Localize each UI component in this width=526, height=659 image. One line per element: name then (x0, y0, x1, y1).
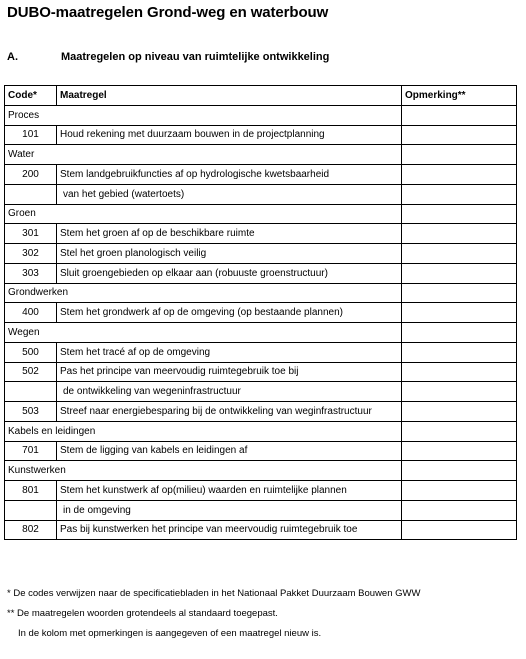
code-cell: 802 (5, 520, 57, 540)
footnote-measures: ** De maatregelen woorden grotendeels al standaard toegepast. (7, 608, 278, 619)
remark-cell (402, 520, 517, 540)
remark-cell (402, 165, 517, 185)
measure-cell: Stem het tracé af op de omgeving (57, 342, 402, 362)
remark-cell (402, 125, 517, 145)
document-title: DUBO-maatregelen Grond-weg en waterbouw (7, 4, 329, 21)
remark-cell (402, 323, 517, 343)
table-row (5, 303, 517, 323)
group-label: Water (5, 145, 402, 165)
measure-cell: de ontwikkeling van wegeninfrastructuur (57, 382, 402, 402)
code-cell: 200 (5, 165, 57, 185)
code-cell (5, 500, 57, 520)
remark-cell (402, 283, 517, 303)
section-letter: A. (7, 51, 18, 63)
remark-cell (402, 421, 517, 441)
group-row (5, 283, 517, 303)
measure-cell: van het gebied (watertoets) (57, 184, 402, 204)
header-remark: Opmerking** (402, 86, 517, 106)
table-row (5, 441, 517, 461)
code-cell: 701 (5, 441, 57, 461)
table-row (5, 520, 517, 540)
remark-cell (402, 362, 517, 382)
group-row (5, 105, 517, 125)
group-row (5, 421, 517, 441)
remark-cell (402, 461, 517, 481)
remark-cell (402, 244, 517, 264)
code-cell: 303 (5, 263, 57, 283)
code-cell: 503 (5, 402, 57, 422)
group-row (5, 461, 517, 481)
group-row (5, 204, 517, 224)
remark-cell (402, 303, 517, 323)
footnote-remarks: In de kolom met opmerkingen is aangegeven of een maatregel nieuw is. (18, 628, 322, 639)
measure-cell: Sluit groengebieden op elkaar aan (robuuste groenstructuur) (57, 263, 402, 283)
table-row (5, 165, 517, 185)
code-cell: 301 (5, 224, 57, 244)
code-cell: 801 (5, 481, 57, 501)
group-label: Kabels en leidingen (5, 421, 402, 441)
table-row (5, 125, 517, 145)
table-row (5, 382, 517, 402)
measure-cell: Stem de ligging van kabels en leidingen af (57, 441, 402, 461)
group-row (5, 323, 517, 343)
measure-cell: Stem het groen af op de beschikbare ruimte (57, 224, 402, 244)
measure-cell: Stem het kunstwerk af op(milieu) waarden en ruimtelijke plannen (57, 481, 402, 501)
table-row (5, 224, 517, 244)
remark-cell (402, 342, 517, 362)
table-row (5, 481, 517, 501)
remark-cell (402, 224, 517, 244)
table-row (5, 263, 517, 283)
code-cell: 101 (5, 125, 57, 145)
remark-cell (402, 145, 517, 165)
group-label: Kunstwerken (5, 461, 402, 481)
measure-cell: Pas bij kunstwerken het principe van meervoudig ruimtegebruik toe (57, 520, 402, 540)
measure-cell: Pas het principe van meervoudig ruimtegebruik toe bij (57, 362, 402, 382)
measures-table (4, 85, 517, 540)
section-title: Maatregelen op niveau van ruimtelijke ontwikkeling (61, 51, 330, 63)
remark-cell (402, 402, 517, 422)
table-row (5, 244, 517, 264)
remark-cell (402, 184, 517, 204)
code-cell: 400 (5, 303, 57, 323)
table-row (5, 500, 517, 520)
group-label: Proces (5, 105, 402, 125)
table-body (5, 105, 517, 540)
remark-cell (402, 500, 517, 520)
table-row (5, 342, 517, 362)
code-cell (5, 382, 57, 402)
measure-cell: Stel het groen planologisch veilig (57, 244, 402, 264)
group-label: Groen (5, 204, 402, 224)
group-row (5, 145, 517, 165)
table-row (5, 362, 517, 382)
code-cell (5, 184, 57, 204)
group-label: Wegen (5, 323, 402, 343)
measure-cell: Stem landgebruikfuncties af op hydrologische kwetsbaarheid (57, 165, 402, 185)
footnote-codes: * De codes verwijzen naar de specificatiebladen in het Nationaal Pakket Duurzaam Bouwen GWW (7, 588, 421, 599)
remark-cell (402, 481, 517, 501)
remark-cell (402, 105, 517, 125)
table-row (5, 402, 517, 422)
footnotes (7, 584, 420, 644)
remark-cell (402, 382, 517, 402)
measure-cell: Stem het grondwerk af op de omgeving (op bestaande plannen) (57, 303, 402, 323)
measure-cell: Streef naar energiebesparing bij de ontwikkeling van weginfrastructuur (57, 402, 402, 422)
table-row (5, 184, 517, 204)
remark-cell (402, 263, 517, 283)
table-header-row (5, 86, 517, 106)
code-cell: 500 (5, 342, 57, 362)
code-cell: 302 (5, 244, 57, 264)
code-cell: 502 (5, 362, 57, 382)
remark-cell (402, 441, 517, 461)
header-code: Code* (5, 86, 57, 106)
remark-cell (402, 204, 517, 224)
measure-cell: in de omgeving (57, 500, 402, 520)
measure-cell: Houd rekening met duurzaam bouwen in de projectplanning (57, 125, 402, 145)
header-measure: Maatregel (57, 86, 402, 106)
group-label: Grondwerken (5, 283, 402, 303)
